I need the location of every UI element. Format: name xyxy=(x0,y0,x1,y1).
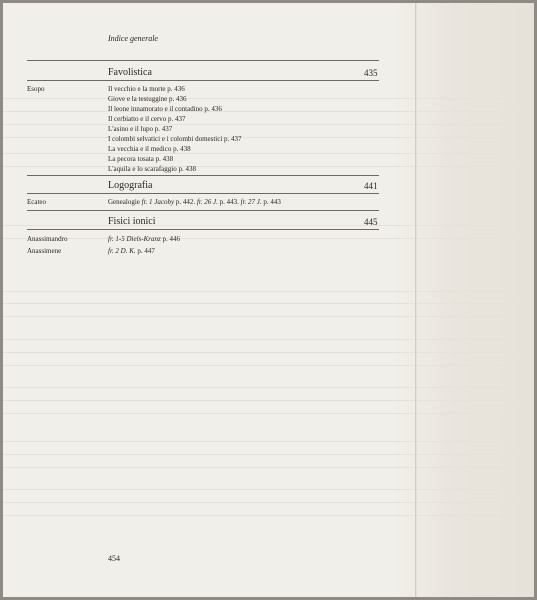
section-rule xyxy=(27,175,379,176)
page-number: 454 xyxy=(108,554,120,563)
index-entry: L'asino e il lupo p. 437 xyxy=(108,125,173,133)
author-esopo: Esopo xyxy=(27,85,45,93)
index-entry: L'aquila e lo scarafaggio p. 438 xyxy=(108,165,196,173)
section-rule xyxy=(27,229,379,230)
section-page-logografia: 441 xyxy=(364,181,378,191)
index-entry: I colombi selvatici e i colombi domestici p. 437 xyxy=(108,135,242,143)
index-entry: Giove e la testuggine p. 436 xyxy=(108,95,187,103)
index-entry: Il leone innamorato e il contadino p. 436 xyxy=(108,105,222,113)
book-page xyxy=(3,3,534,597)
section-rule xyxy=(27,60,379,61)
index-entry: Il vecchio e la morte p. 436 xyxy=(108,85,185,93)
author-ecateo: Ecateo xyxy=(27,198,47,206)
author-anassimandro: Anassimandro xyxy=(27,235,68,243)
section-page-favolistica: 435 xyxy=(364,68,378,78)
section-title-fisici-ionici: Fisici ionici xyxy=(108,216,156,227)
section-title-favolistica: Favolistica xyxy=(108,67,152,78)
section-rule xyxy=(27,193,379,194)
running-head: Indice generale xyxy=(108,34,158,43)
section-title-logografia: Logografia xyxy=(108,180,153,191)
section-page-fisici-ionici: 445 xyxy=(364,217,378,227)
index-entry-anassimandro: fr. 1-5 Diels-Kranz p. 446 xyxy=(108,235,180,243)
index-entry: Il cerbiatto e il cervo p. 437 xyxy=(108,115,186,123)
section-rule xyxy=(27,80,379,81)
index-entry-ecateo: Genealogie fr. 1 Jacoby p. 442. fr. 26 J. p. 443. fr. 27 J. p. 443 xyxy=(108,198,281,206)
page-fold xyxy=(415,3,417,597)
index-entry: La vecchia e il medico p. 438 xyxy=(108,145,191,153)
index-entry: La pecora tosata p. 438 xyxy=(108,155,174,163)
section-rule xyxy=(27,210,379,211)
index-entry-anassimene: fr. 2 D. K. p. 447 xyxy=(108,247,155,255)
author-anassimene: Anassimene xyxy=(27,247,62,255)
